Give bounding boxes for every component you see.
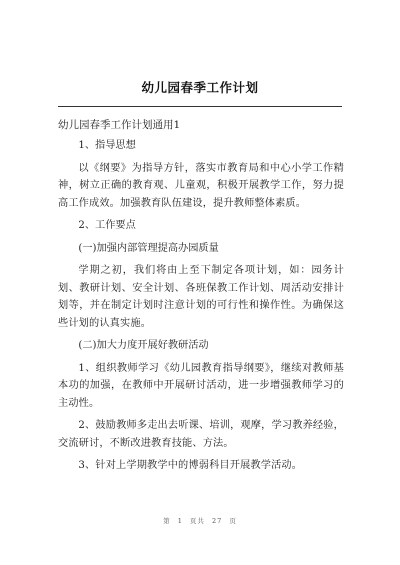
footer-page-number: 1 bbox=[177, 517, 183, 525]
document-body bbox=[58, 116, 344, 480]
footer-middle: 页共 bbox=[189, 517, 205, 525]
footer-prefix: 第 bbox=[163, 517, 171, 525]
section-heading-guiding-ideology: 1、指导思想 bbox=[78, 140, 136, 151]
document-title: 幼儿园春季工作计划 bbox=[141, 80, 259, 95]
section-heading-work-points: 2、工作要点 bbox=[78, 220, 136, 231]
subheading-internal-management: (一)加强内部管理提高办园质量 bbox=[78, 242, 219, 254]
footer-total-pages: 27 bbox=[212, 517, 223, 525]
paragraph-internal-management: 学期之初，我们将由上至下制定各项计划，如：园务计划、教研计划、安全计划、各班保教工作计划、周活动安排计划等，并在制定计划时注意计划的可行性和操作性。为确保这些计划的认真实施。 bbox=[58, 265, 344, 329]
page-footer bbox=[0, 516, 400, 525]
footer-suffix: 页 bbox=[229, 517, 237, 525]
paragraph-research-item-1: 1、组织教师学习《幼儿园教育指导纲要》，继续对教师基本功的加强，在教师中开展研讨活动，进一步增强教师学习的主动性。 bbox=[58, 362, 344, 409]
paragraph-research-item-3: 3、针对上学期教学中的博弱科目开展教学活动。 bbox=[78, 460, 303, 471]
document-subtitle: 幼儿园春季工作计划通用1 bbox=[58, 119, 181, 131]
subheading-teaching-research: (二)加大力度开展好教研活动 bbox=[78, 340, 209, 351]
paragraph-guiding-ideology: 以《纲要》为指导方针，落实市教育局和中心小学工作精神，树立正确的教育观、儿童观，积极开展教学工作，努力提高工作成效。加强教育队伍建设，提升教师整体素质。 bbox=[58, 162, 344, 209]
title-divider bbox=[58, 106, 342, 107]
paragraph-research-item-2: 2、鼓励教师多走出去听课、培训，观摩，学习教养经验，交流研讨，不断改进教育技能、方法。 bbox=[58, 420, 344, 449]
